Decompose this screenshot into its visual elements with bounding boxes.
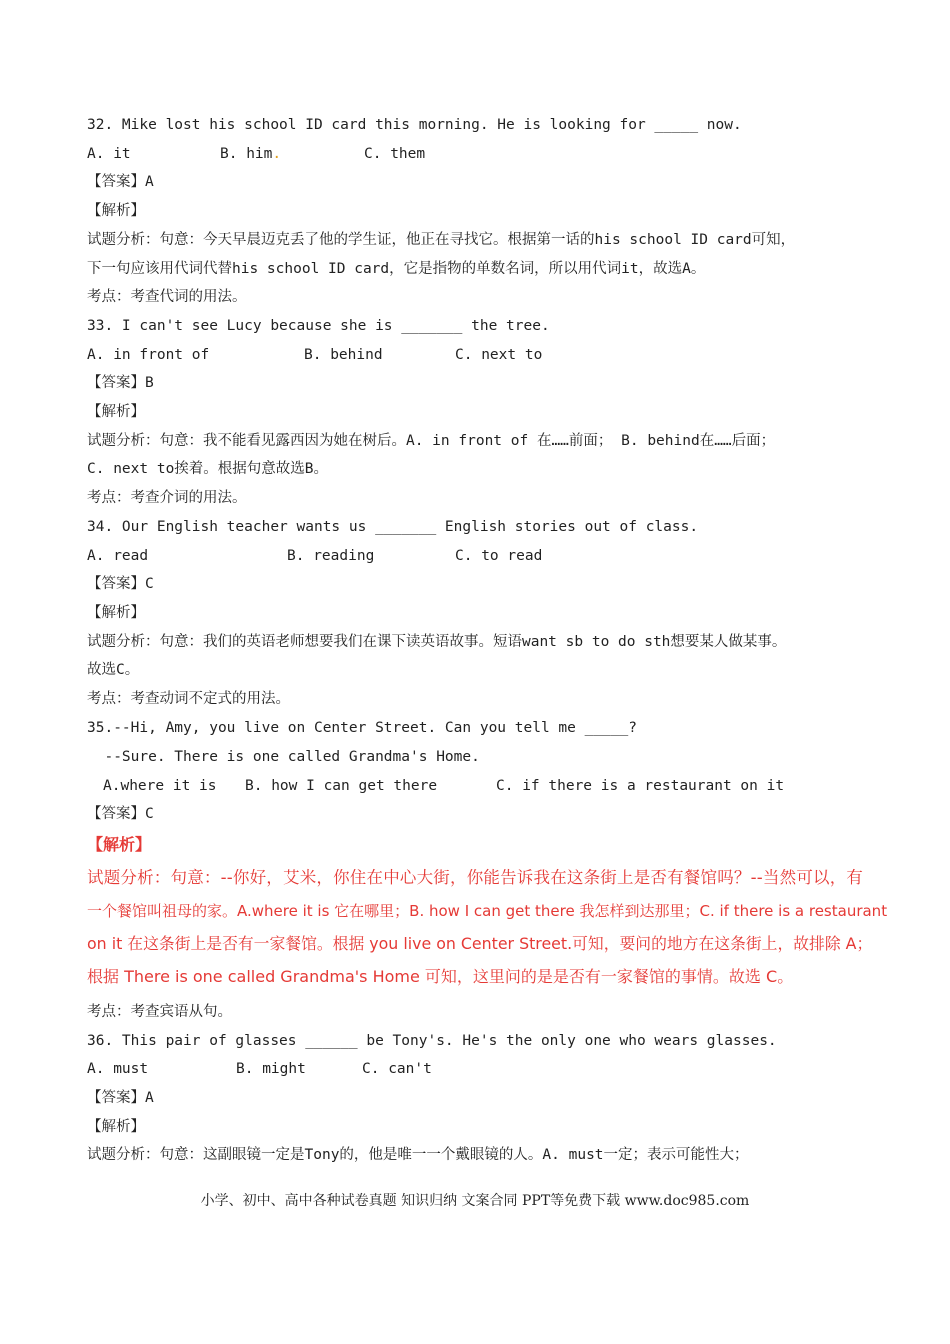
q34-answer: 【答案】C	[87, 576, 154, 592]
q32-option-b: B. him.	[220, 146, 282, 162]
q33-answer: 【答案】B	[87, 375, 154, 391]
q32-point: 考点：考查代词的用法。	[87, 289, 247, 305]
q35-analysis-line-2: 一个餐馆叫祖母的家。A.where it is 它在哪里；B. how I can get there 我怎样到达那里；C. if there is a restaurant	[87, 902, 888, 920]
question-32: 32. Mike lost his school ID card this morning. He is looking for _____ now.	[87, 117, 742, 133]
question-34: 34. Our English teacher wants us _______ English stories out of class.	[87, 519, 699, 535]
q32-analysis-line-1: 试题分析：句意：今天早晨迈克丢了他的学生证，他正在寻找它。根据第一话的his school ID card可知，	[87, 232, 796, 248]
q34-analysis-line-2: 故选C。	[87, 662, 140, 678]
q32-answer: 【答案】A	[87, 174, 154, 190]
q35-option-b: B. how I can get there	[245, 778, 438, 794]
q35-analysis-line-4: 根据 There is one called Grandma's Home 可知，这里问的是是否有一家餐馆的事情。故选 C。	[87, 967, 794, 986]
question-33: 33. I can't see Lucy because she is _______ the tree.	[87, 318, 550, 334]
q36-analysis-title: 【解析】	[87, 1119, 145, 1135]
q34-option-b: B. reading	[287, 548, 375, 564]
q36-option-a: A. must	[87, 1061, 149, 1077]
q34-point: 考点：考查动词不定式的用法。	[87, 691, 290, 707]
q35-analysis-line-1: 试题分析：句意：--你好，艾米，你住在中心大街，你能告诉我在这条街上是否有餐馆吗？--当然可以，有	[87, 868, 864, 887]
q33-option-a: A. in front of	[87, 347, 210, 363]
q35-option-a: A.where it is	[103, 778, 217, 794]
q35-answer: 【答案】C	[87, 806, 154, 822]
q35-analysis-line-3: on it 在这条街上是否有一家餐馆。根据 you live on Center Street.可知，要问的地方在这条街上，故排除 A；	[87, 934, 873, 953]
q33-analysis-line-1: 试题分析：句意：我不能看见露西因为她在树后。A. in front of 在……前面； B. behind在……后面；	[87, 433, 776, 449]
question-35-reply: --Sure. There is one called Grandma's Home.	[87, 749, 480, 765]
q36-option-b: B. might	[236, 1061, 306, 1077]
q36-analysis-line-1: 试题分析：句意：这副眼镜一定是Tony的，他是唯一一个戴眼镜的人。A. must一定；表示可能性大；	[87, 1147, 749, 1163]
q34-analysis-line-1: 试题分析：句意：我们的英语老师想要我们在课下读英语故事。短语want sb to do sth想要某人做某事。	[87, 634, 787, 650]
question-35: 35.--Hi, Amy, you live on Center Street. Can you tell me _____?	[87, 720, 637, 736]
q34-option-c: C. to read	[455, 548, 543, 564]
question-36: 36. This pair of glasses ______ be Tony's. He's the only one who wears glasses.	[87, 1033, 777, 1049]
page-footer: 小学、初中、高中各种试卷真题 知识归纳 文案合同 PPT等免费下载 www.doc985.com	[200, 1193, 750, 1209]
q35-point: 考点：考查宾语从句。	[87, 1004, 232, 1020]
q32-analysis-line-2: 下一句应该用代词代替his school ID card，它是指物的单数名词，所以用代词it，故选A。	[87, 261, 706, 277]
q35-option-c: C. if there is a restaurant on it	[496, 778, 785, 794]
q32-option-a: A. it	[87, 146, 131, 162]
q32-analysis-title: 【解析】	[87, 203, 145, 219]
q33-analysis-title: 【解析】	[87, 404, 145, 420]
q33-point: 考点：考查介词的用法。	[87, 490, 247, 506]
q36-answer: 【答案】A	[87, 1090, 154, 1106]
q36-option-c: C. can't	[362, 1061, 432, 1077]
q32-option-c: C. them	[364, 146, 426, 162]
q33-option-b: B. behind	[304, 347, 383, 363]
q33-option-c: C. next to	[455, 347, 543, 363]
q33-analysis-line-2: C. next to挨着。根据句意故选B。	[87, 461, 329, 477]
q34-analysis-title: 【解析】	[87, 605, 145, 621]
q35-analysis-title: 【解析】	[87, 835, 152, 854]
q34-option-a: A. read	[87, 548, 149, 564]
